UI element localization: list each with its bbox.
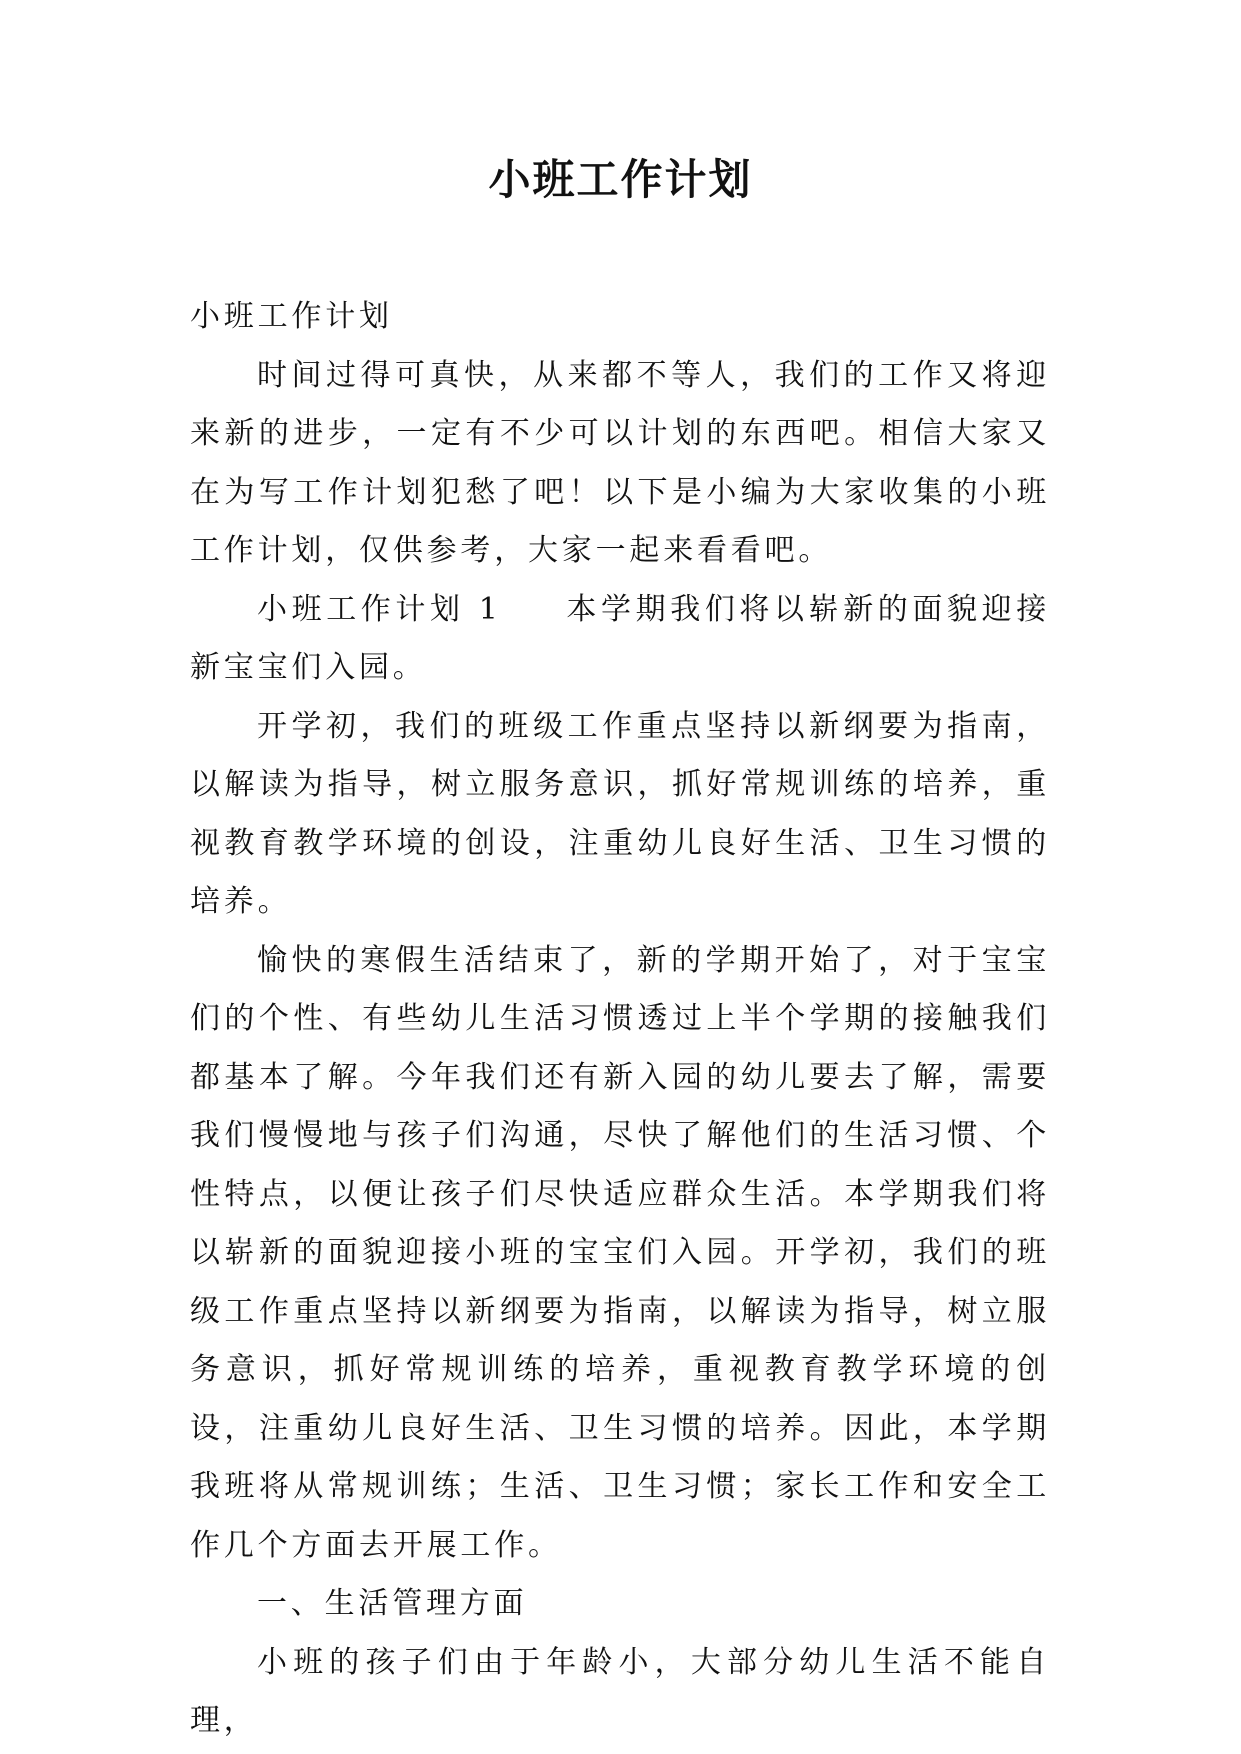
document-title: 小班工作计划: [488, 155, 753, 204]
plan1-paragraph: [190, 581, 1050, 698]
section1-paragraph: 小班的孩子们由于年龄小，大部分幼儿生活不能自理，: [190, 1644, 1050, 1738]
plan1-text: 本学期我们将以崭新的面貌迎接新宝宝们入园。: [190, 591, 1051, 685]
plan1-label: 小班工作计划 1: [257, 591, 502, 627]
intro-paragraph: 时间过得可真快，从来都不等人，我们的工作又将迎来新的进步，一定有不少可以计划的东西吧。相信大家又在为写工作计划犯愁了吧！以下是小编为大家收集的小班工作计划，仅供参考，大家一起来看看吧。: [190, 357, 1050, 568]
subtitle-line: 小班工作计划: [190, 299, 393, 334]
start-paragraph: 开学初，我们的班级工作重点坚持以新纲要为指南，以解读为指导，树立服务意识，抓好常规训练的培养，重视教育教学环境的创设，注重幼儿良好生活、卫生习惯的培养。: [190, 708, 1050, 919]
document-body: [190, 288, 1050, 1751]
holiday-paragraph: 愉快的寒假生活结束了，新的学期开始了，对于宝宝们的个性、有些幼儿生活习惯透过上半个学期的接触我们都基本了解。今年我们还有新入园的幼儿要去了解，需要我们慢慢地与孩子们沟通，尽快了解他们的生活习惯、个性特点，以便让孩子们尽快适应群众生活。本学期我们将以崭新的面貌迎接小班的宝宝们入园。开学初，我们的班级工作重点坚持以新纲要为指南，以解读为指导，树立服务意识，抓好常规训练的培养，重视教育教学环境的创设，注重幼儿良好生活、卫生习惯的培养。因此，本学期我班将从常规训练；生活、卫生习惯；家长工作和安全工作几个方面去开展工作。: [190, 942, 1050, 1563]
section1-heading: 一、生活管理方面: [257, 1586, 528, 1621]
